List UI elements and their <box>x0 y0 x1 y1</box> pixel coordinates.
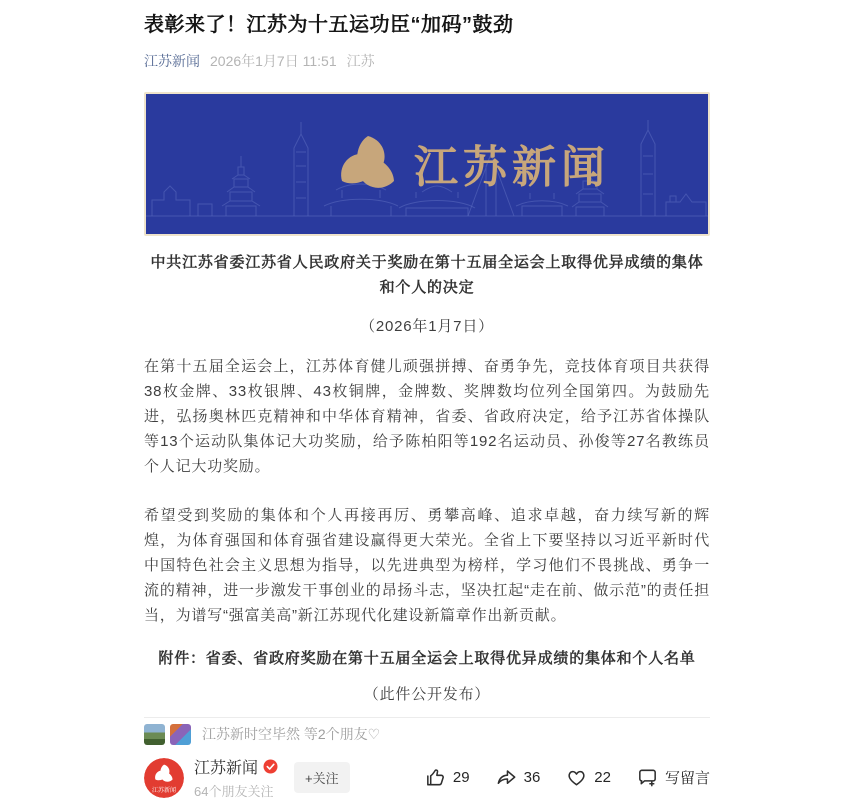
byline-datetime: 2026年1月7日 11:51 <box>210 53 337 69</box>
favorite-count: 22 <box>594 769 611 786</box>
release-note: （此件公开发布） <box>363 686 491 703</box>
share-arrow-icon <box>495 766 518 789</box>
thumbs-up-icon <box>424 766 447 789</box>
verified-badge-icon <box>263 759 278 774</box>
byline <box>144 51 710 71</box>
favorite-button[interactable] <box>565 766 611 789</box>
share-button[interactable] <box>495 766 541 789</box>
attachment-line: 附件：省委、省政府奖励在第十五届全运会上取得优异成绩的集体和个人名单 <box>158 650 696 667</box>
article-paragraph-2: 希望受到奖励的集体和个人再接再厉、勇攀高峰、追求卓越，奋力续写新的辉煌，为体育强国和体育强省建设赢得更大荣光。全省上下要坚持以习近平新时代中国特色社会主义思想为指导，以先进典型为榜样，学习他们不畏挑战、勇争一流的精神，进一步激发干事创业的昂扬斗志，坚决扛起“走在前、做示范”的责任担当，为谱写“强富美高”新江苏现代化建设新篇章作出新贡献。 <box>144 507 710 624</box>
page-title: 表彰来了！江苏为十五运功臣“加码”鼓劲 <box>144 14 514 36</box>
account-block <box>144 755 350 800</box>
friends-liked-text[interactable]: 江苏新时空毕然 等2个朋友♡ <box>202 726 381 742</box>
account-footer-bar <box>144 755 710 800</box>
article-page <box>144 11 710 800</box>
avatar-label: 江苏新闻 <box>151 787 177 794</box>
section-divider <box>144 717 710 718</box>
friend-avatar[interactable] <box>170 724 191 745</box>
friends-liked-row <box>144 723 710 745</box>
heart-icon <box>565 766 588 789</box>
banner-image[interactable] <box>144 92 710 236</box>
comment-bubble-icon <box>636 766 659 789</box>
share-count: 36 <box>523 769 541 786</box>
byline-source-link[interactable]: 江苏新闻 <box>144 53 200 69</box>
follow-button[interactable]: +关注 <box>294 762 350 793</box>
document-heading: 中共江苏省委江苏省人民政府关于奖励在第十五届全运会上取得优异成绩的集体和个人的决定 <box>150 254 704 296</box>
account-info <box>194 755 278 800</box>
like-button[interactable] <box>424 766 470 789</box>
comment-label: 写留言 <box>664 770 710 787</box>
friend-avatar[interactable] <box>144 724 165 745</box>
account-name[interactable]: 江苏新闻 <box>194 760 259 777</box>
like-count: 29 <box>452 769 470 786</box>
action-bar <box>424 766 710 789</box>
article-paragraph-1: 在第十五届全运会上，江苏体育健儿顽强拼搏、奋勇争先，竞技体育项目共获得38枚金牌、33枚银牌、43枚铜牌，金牌数、奖牌数均位列全国第四。为鼓励先进，弘扬奥林匹克精神和中华体育精神，省委、省政府决定，给予江苏省体操队等13个运动队集体记大功奖励，给予陈柏阳等192名运动员、孙俊等27名教练员个人记大功奖励。 <box>144 358 710 475</box>
banner-logo-text: 江苏新闻 <box>414 143 610 192</box>
document-date: （2026年1月7日） <box>360 318 494 335</box>
comment-button[interactable] <box>636 766 710 789</box>
byline-location: 江苏 <box>346 53 375 69</box>
followers-count: 64个朋友关注 <box>194 784 274 799</box>
